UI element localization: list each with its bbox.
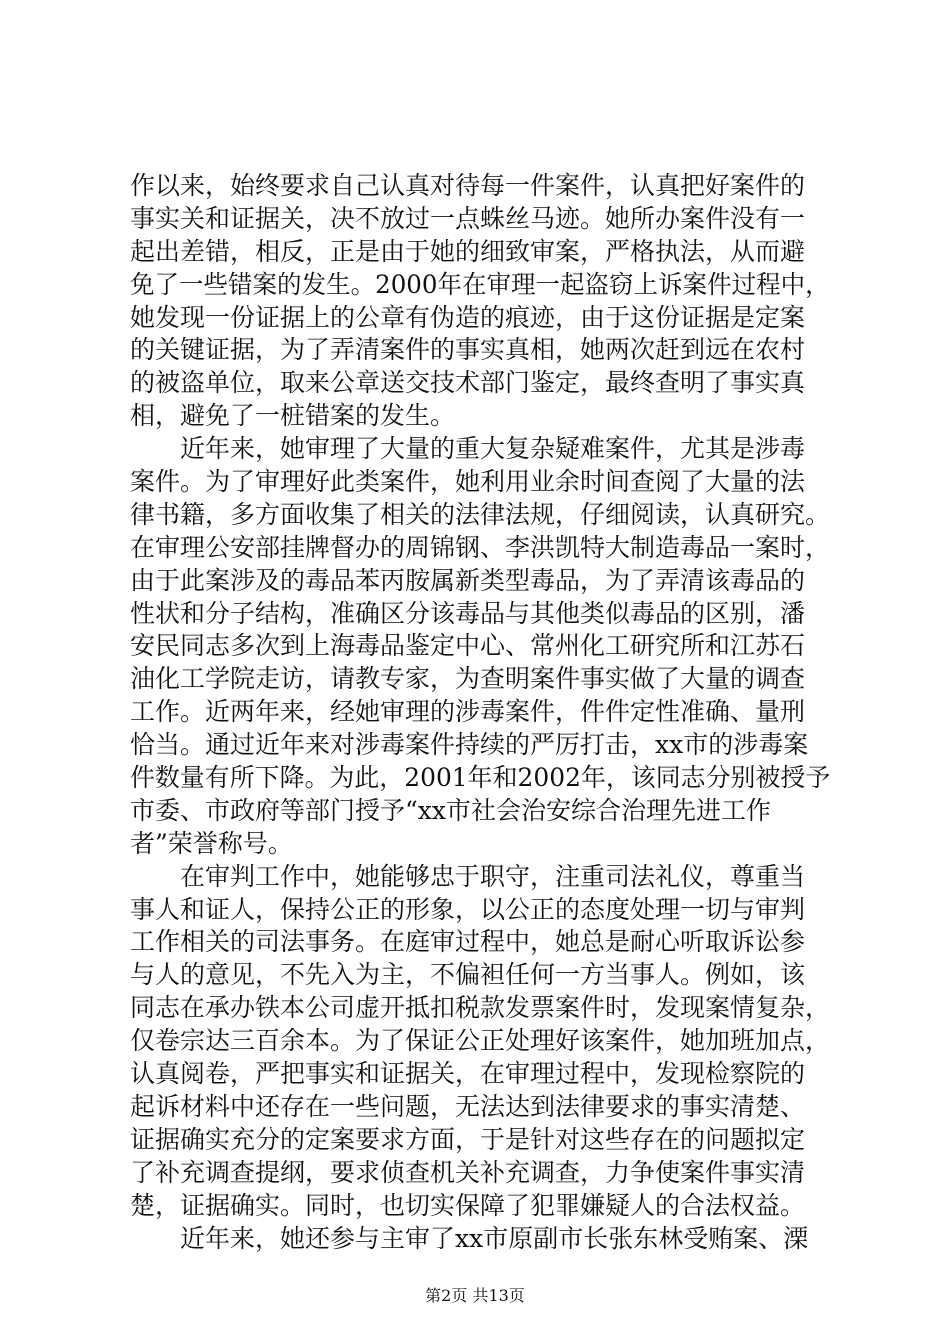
text-line: 案件。为了审理好此类案件，她利用业余时间查阅了大量的法 bbox=[130, 467, 806, 497]
text-line: 与人的意见，不先入为主，不偏袒任何一方当事人。例如，该 bbox=[130, 960, 806, 990]
text-line: 楚，证据确实。同时，也切实保障了犯罪嫌疑人的合法权益。 bbox=[130, 1190, 806, 1220]
text-line: 起诉材料中还存在一些问题，无法达到法律要求的事实清楚、 bbox=[130, 1091, 806, 1121]
text-line: 在审理公安部挂牌督办的周锦钢、李洪凯特大制造毒品一案时， bbox=[130, 532, 831, 562]
text-line: 工作。近两年来，经她审理的涉毒案件，件件定性准确、量刑 bbox=[130, 697, 806, 727]
text-line: 近年来，她还参与主审了xx市原副市长张东林受贿案、溧 bbox=[130, 1223, 809, 1253]
document-body bbox=[130, 170, 830, 1255]
page-footer bbox=[0, 1283, 950, 1306]
text-line: 近年来，她审理了大量的重大复杂疑难案件，尤其是涉毒 bbox=[130, 434, 806, 464]
text-line: 证据确实充分的定案要求方面，于是针对这些存在的问题拟定 bbox=[130, 1124, 806, 1154]
text-line: 在审判工作中，她能够忠于职守，注重司法礼仪，尊重当 bbox=[130, 861, 806, 891]
text-line: 油化工学院走访，请教专家，为查明案件事实做了大量的调查 bbox=[130, 664, 806, 694]
text-line: 了补充调查提纲，要求侦查机关补充调查，力争使案件事实清 bbox=[130, 1157, 806, 1187]
text-line: 相，避免了一桩错案的发生。 bbox=[130, 401, 456, 431]
text-line: 作以来，始终要求自己认真对待每一件案件，认真把好案件的 bbox=[130, 171, 806, 200]
text-line: 市委、市政府等部门授予“xx市社会治安综合治理先进工作 bbox=[130, 795, 771, 825]
text-line: 律书籍，多方面收集了相关的法律法规，仔细阅读，认真研究。 bbox=[130, 499, 831, 529]
text-line: 事实关和证据关，决不放过一点蛛丝马迹。她所办案件没有一 bbox=[130, 203, 806, 233]
text-line: 件数量有所下降。为此，2001年和2002年，该同志分别被授予 bbox=[130, 763, 831, 793]
text-line: 恰当。通过近年来对涉毒案件持续的严厉打击，xx市的涉毒案 bbox=[130, 730, 809, 760]
text-line: 者”荣誉称号。 bbox=[130, 828, 293, 858]
text-line: 的关键证据，为了弄清案件的事实真相，她两次赶到远在农村 bbox=[130, 335, 806, 365]
text-line: 免了一些错案的发生。2000年在审理一起盗窃上诉案件过程中， bbox=[130, 269, 830, 299]
text-line: 仅卷宗达三百余本。为了保证公正处理好该案件，她加班加点， bbox=[130, 1026, 831, 1056]
page-number-label: 第2页 共13页 bbox=[425, 1286, 525, 1305]
text-line: 她发现一份证据上的公章有伪造的痕迹，由于这份证据是定案 bbox=[130, 302, 806, 332]
text-line: 性状和分子结构，准确区分该毒品与其他类似毒品的区别，潘 bbox=[130, 598, 806, 628]
text-line: 事人和证人，保持公正的形象，以公正的态度处理一切与审判 bbox=[130, 894, 806, 924]
text-line: 的被盗单位，取来公章送交技术部门鉴定，最终查明了事实真 bbox=[130, 368, 806, 398]
text-line: 同志在承办铁本公司虚开抵扣税款发票案件时，发现案情复杂， bbox=[130, 993, 831, 1023]
text-line: 工作相关的司法事务。在庭审过程中，她总是耐心听取诉讼参 bbox=[130, 927, 806, 957]
text-line: 认真阅卷，严把事实和证据关，在审理过程中，发现检察院的 bbox=[130, 1059, 806, 1089]
text-line: 由于此案涉及的毒品苯丙胺属新类型毒品，为了弄清该毒品的 bbox=[130, 565, 806, 595]
text-line: 安民同志多次到上海毒品鉴定中心、常州化工研究所和江苏石 bbox=[130, 631, 806, 661]
text-line: 起出差错，相反，正是由于她的细致审案，严格执法，从而避 bbox=[130, 236, 806, 266]
